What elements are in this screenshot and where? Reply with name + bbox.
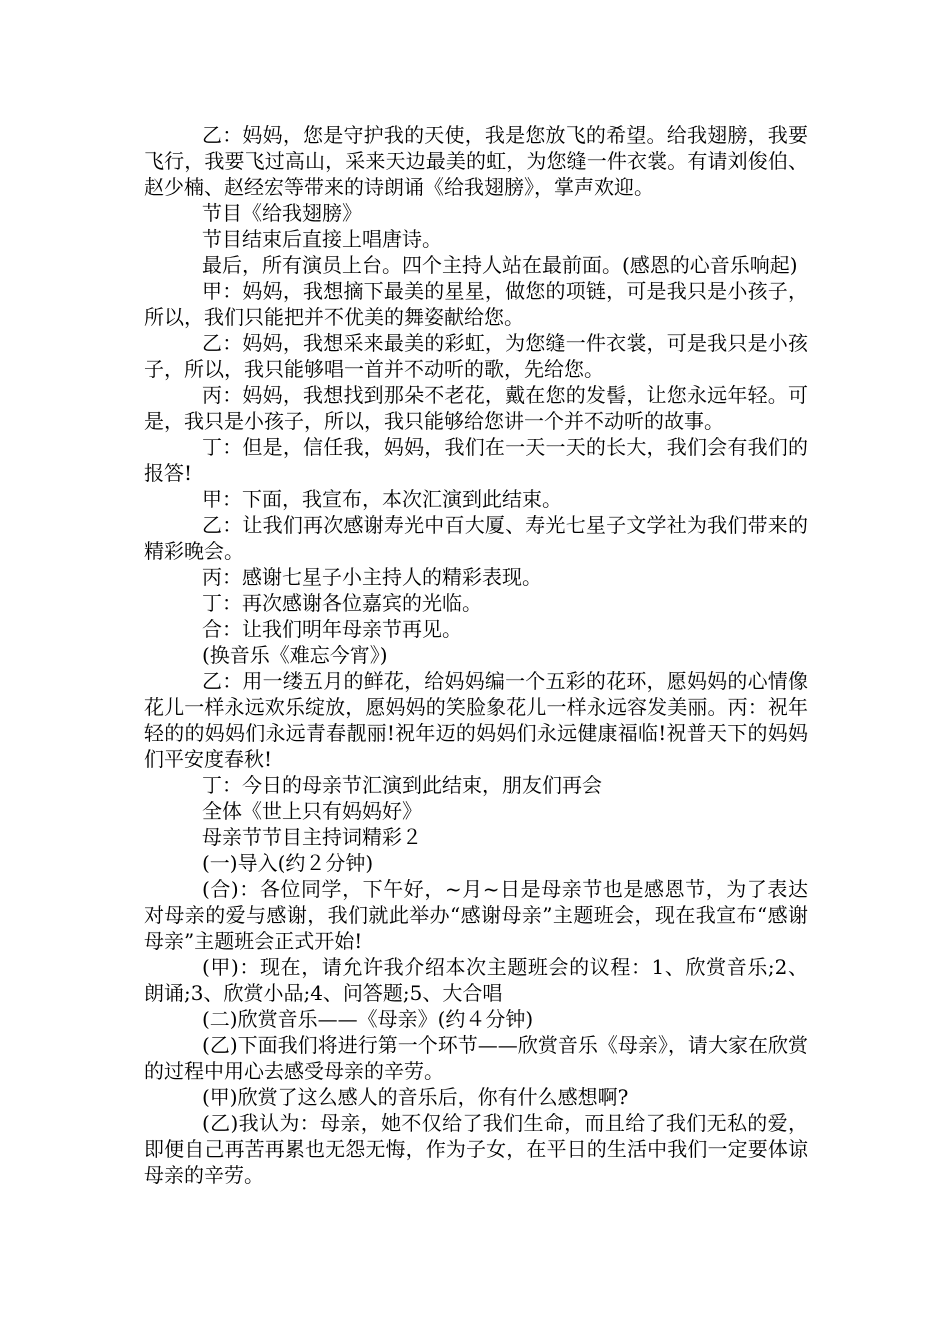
paragraph: 丁：但是，信任我，妈妈，我们在一天一天的长大，我们会有我们的报答!: [144, 435, 808, 485]
paragraph: (甲)欣赏了这么感人的音乐后，你有什么感想啊?: [202, 1085, 629, 1109]
section-heading: 母亲节节目主持词精彩２: [202, 825, 422, 849]
paragraph: (乙)下面我们将进行第一个环节——欣赏音乐《母亲》，请大家在欣赏的过程中用心去感受母亲的辛劳。: [144, 1033, 808, 1083]
paragraph: 节目《给我翅膀》: [202, 201, 362, 225]
paragraph: (合)：各位同学，下午好，~月~日是母亲节也是感恩节，为了表达对母亲的爱与感谢，我们就此举办“感谢母亲”主题班会，现在我宣布“感谢母亲”主题班会正式开始!: [144, 877, 808, 953]
paragraph: 全体《世上只有妈妈好》: [202, 799, 422, 823]
paragraph: (换音乐《难忘今宵》): [202, 643, 388, 667]
paragraph: 丙：妈妈，我想找到那朵不老花，戴在您的发髻，让您永远年轻。可是，我只是小孩子，所以，我只能够给您讲一个并不动听的故事。: [144, 383, 808, 433]
paragraph: 丁：今日的母亲节汇演到此结束，朋友们再会: [202, 773, 602, 797]
paragraph: 最后，所有演员上台。四个主持人站在最前面。(感恩的心音乐响起): [202, 253, 798, 277]
document-page: [144, 122, 808, 1188]
paragraph: 合：让我们明年母亲节再见。: [202, 617, 462, 641]
paragraph: 丁：再次感谢各位嘉宾的光临。: [202, 591, 482, 615]
paragraph: (甲)：现在，请允许我介绍本次主题班会的议程：1、欣赏音乐;2、朗诵;3、欣赏小品;4、问答题;5、大合唱: [144, 955, 808, 1005]
paragraph: 乙：妈妈，我想采来最美的彩虹，为您缝一件衣裳，可是我只是小孩子，所以，我只能够唱一首并不动听的歌，先给您。: [144, 331, 808, 381]
paragraph: 甲：妈妈，我想摘下最美的星星，做您的项链，可是我只是小孩子，所以，我们只能把并不优美的舞姿献给您。: [144, 279, 808, 329]
paragraph: 乙：妈妈，您是守护我的天使，我是您放飞的希望。给我翅膀，我要飞行，我要飞过高山，采来天边最美的虹，为您缝一件衣裳。有请刘俊伯、赵少楠、赵经宏等带来的诗朗诵《给我翅膀》，掌声欢迎。: [144, 123, 808, 199]
paragraph: (乙)我认为：母亲，她不仅给了我们生命，而且给了我们无私的爱，即便自己再苦再累也无怨无悔，作为子女，在平日的生活中我们一定要体谅母亲的辛劳。: [144, 1111, 808, 1187]
paragraph: 乙：用一缕五月的鲜花，给妈妈编一个五彩的花环，愿妈妈的心情像花儿一样永远欢乐绽放，愿妈妈的笑脸象花儿一样永远容发美丽。丙：祝年轻的的妈妈们永远青春靓丽!祝年迈的妈妈们永远健康福临!祝普天下的妈妈们平安度春秋!: [144, 669, 808, 771]
paragraph: 丙：感谢七星子小主持人的精彩表现。: [202, 565, 542, 589]
paragraph: 甲：下面，我宣布，本次汇演到此结束。: [202, 487, 562, 511]
paragraph: 乙：让我们再次感谢寿光中百大厦、寿光七星子文学社为我们带来的精彩晚会。: [144, 513, 808, 563]
paragraph: 节目结束后直接上唱唐诗。: [202, 227, 442, 251]
paragraph: (二)欣赏音乐——《母亲》(约４分钟): [202, 1007, 534, 1031]
paragraph: (一)导入(约２分钟): [202, 851, 374, 875]
